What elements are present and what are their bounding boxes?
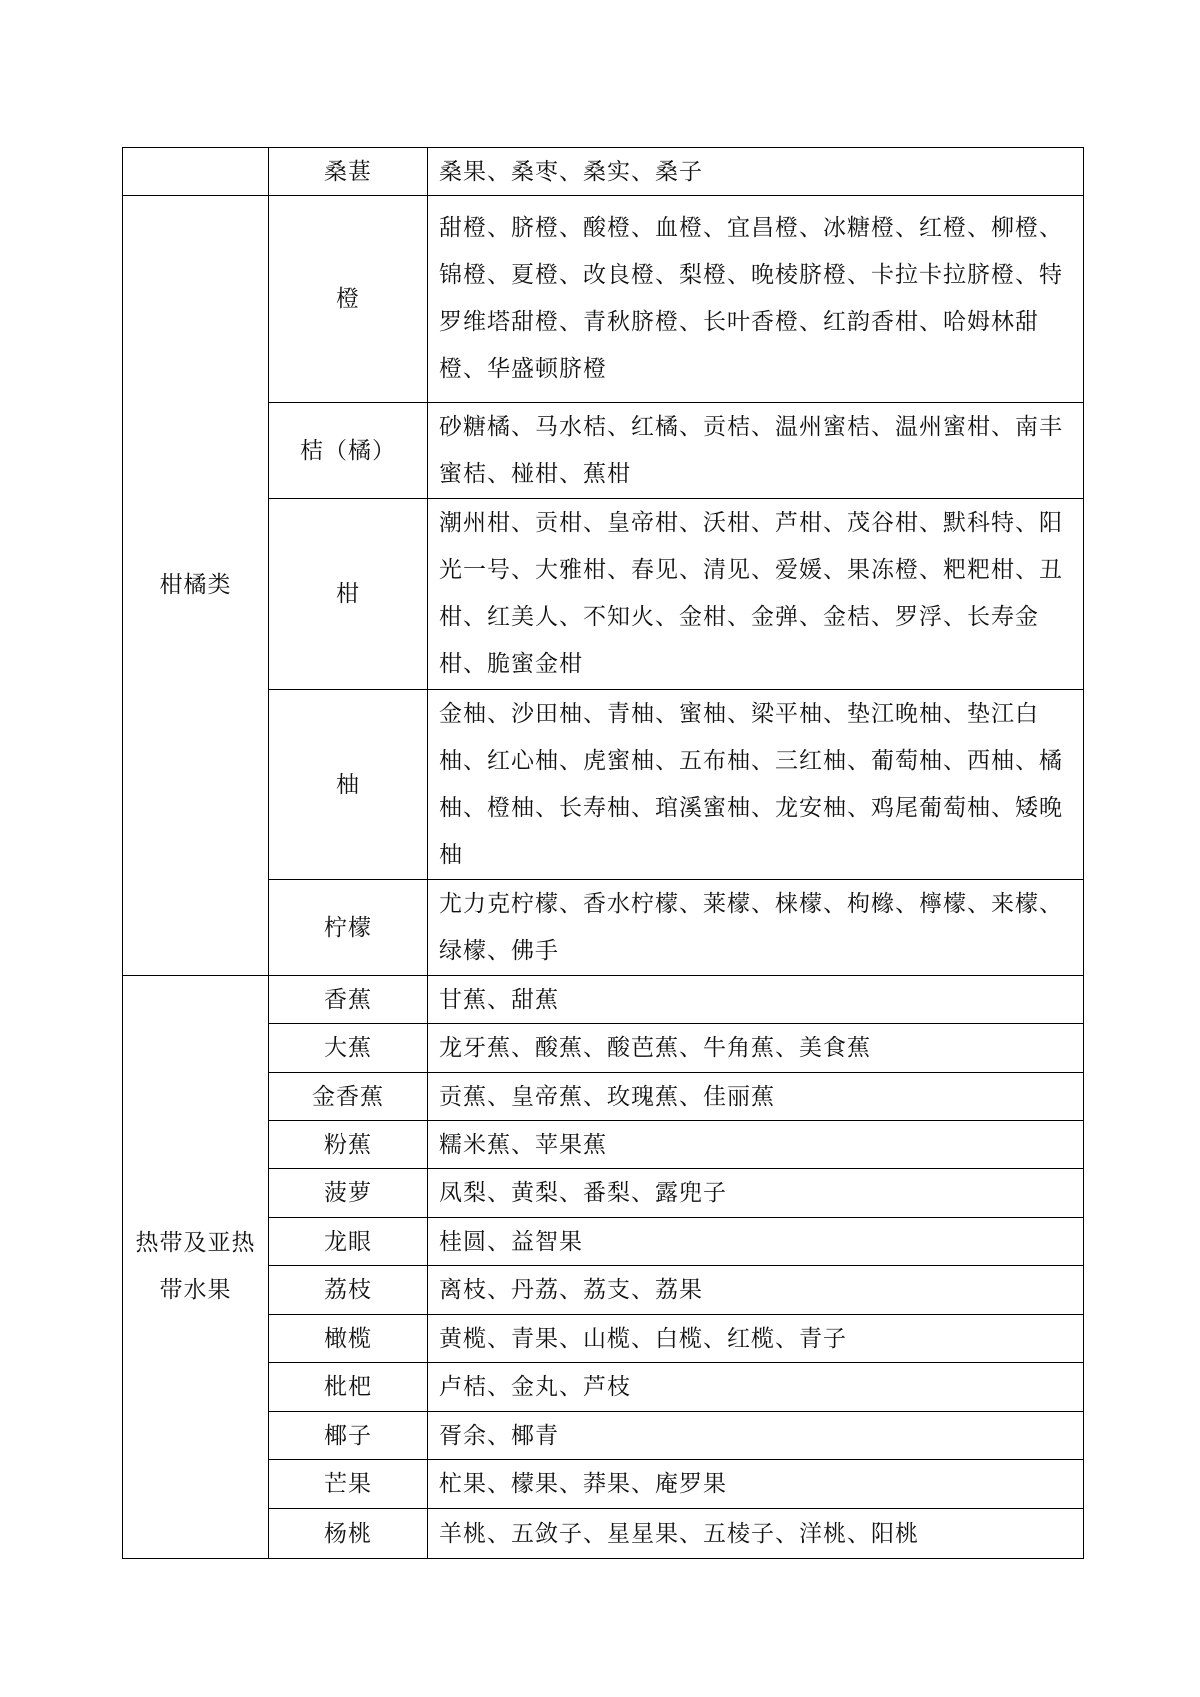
table-row (123, 976, 1084, 1024)
synonym-line: 柚、橙柚、长寿柚、琯溪蜜柚、龙安柚、鸡尾葡萄柚、矮晚 (439, 794, 1063, 821)
synonyms-cell (428, 1412, 1084, 1460)
synonyms-cell (428, 1024, 1084, 1073)
synonym-line: 甘蕉、甜蕉 (439, 986, 559, 1013)
synonym-line: 糯米蕉、苹果蕉 (439, 1131, 607, 1158)
synonym-line: 锦橙、夏橙、改良橙、梨橙、晚棱脐橙、卡拉卡拉脐橙、特 (439, 262, 1063, 288)
synonym-line: 柚 (439, 841, 463, 868)
synonyms-cell (428, 1169, 1084, 1218)
category-label: 带水果 (159, 1277, 232, 1303)
synonym-line: 桑果、桑枣、桑实、桑子 (439, 158, 703, 185)
synonym-line: 贡蕉、皇帝蕉、玫瑰蕉、佳丽蕉 (439, 1083, 775, 1110)
synonym-line: 柑、脆蜜金柑 (439, 651, 583, 677)
synonym-line: 金柚、沙田柚、青柚、蜜柚、梁平柚、垫江晚柚、垫江白 (439, 700, 1039, 727)
synonym-line: 卢桔、金丸、芦枝 (439, 1374, 631, 1400)
fruit-name-cell (269, 1266, 428, 1315)
fruit-name: 大蕉 (324, 1035, 372, 1061)
synonym-line: 桂圆、益智果 (439, 1228, 583, 1255)
fruit-name: 柠檬 (324, 914, 372, 941)
synonyms-cell (428, 690, 1084, 880)
fruit-name: 荔枝 (324, 1277, 372, 1303)
synonym-line: 蜜桔、椪柑、蕉柑 (439, 460, 631, 487)
synonym-line: 柑、红美人、不知火、金柑、金弹、金桔、罗浮、长寿金 (439, 604, 1039, 630)
synonym-line: 罗维塔甜橙、青秋脐橙、长叶香橙、红韵香柑、哈姆林甜 (439, 309, 1039, 335)
synonym-line: 杧果、檬果、莽果、庵罗果 (439, 1471, 727, 1497)
synonyms-cell (428, 1509, 1084, 1559)
fruit-name-cell (269, 1024, 428, 1073)
synonyms-cell (428, 1460, 1084, 1509)
table-row (123, 196, 1084, 403)
fruit-name-cell (269, 148, 428, 196)
synonyms-cell (428, 499, 1084, 690)
synonym-line: 离枝、丹荔、荔支、荔果 (439, 1277, 703, 1303)
fruit-name-cell (269, 976, 428, 1024)
synonyms-cell (428, 976, 1084, 1024)
synonym-line: 龙牙蕉、酸蕉、酸芭蕉、牛角蕉、美食蕉 (439, 1035, 871, 1061)
category-cell (123, 196, 269, 976)
fruit-name-cell (269, 499, 428, 690)
fruit-name-cell (269, 1315, 428, 1363)
fruit-name-cell (269, 1073, 428, 1121)
synonyms-cell (428, 1315, 1084, 1363)
synonyms-cell (428, 1363, 1084, 1412)
fruit-name: 桑葚 (324, 158, 372, 185)
synonyms-cell (428, 1218, 1084, 1266)
fruit-name: 柑 (336, 581, 360, 607)
synonym-line: 黄榄、青果、山榄、白榄、红榄、青子 (439, 1325, 847, 1352)
fruit-name: 菠萝 (324, 1180, 372, 1206)
table-row (123, 148, 1084, 196)
fruit-name-cell (269, 690, 428, 880)
fruit-name-cell (269, 880, 428, 976)
synonyms-cell (428, 880, 1084, 976)
fruit-name: 杨桃 (324, 1520, 372, 1547)
synonyms-cell (428, 1266, 1084, 1315)
category-cell (123, 976, 269, 1559)
synonyms-cell (428, 1121, 1084, 1169)
fruit-name: 椰子 (324, 1422, 372, 1449)
fruit-name: 柚 (336, 771, 360, 798)
synonym-line: 橙、华盛顿脐橙 (439, 356, 607, 382)
synonym-line: 绿檬、佛手 (439, 937, 559, 964)
synonym-line: 胥余、椰青 (439, 1422, 559, 1449)
synonyms-cell (428, 1073, 1084, 1121)
fruit-name-cell (269, 1412, 428, 1460)
synonym-line: 尤力克柠檬、香水柠檬、莱檬、梾檬、枸橼、檸檬、来檬、 (439, 890, 1063, 917)
fruit-name: 桔（橘） (300, 437, 396, 464)
fruit-name-cell (269, 1169, 428, 1218)
synonyms-cell (428, 403, 1084, 499)
category-label: 热带及亚热 (135, 1230, 256, 1256)
synonym-line: 甜橙、脐橙、酸橙、血橙、宜昌橙、冰糖橙、红橙、柳橙、 (439, 215, 1063, 241)
synonyms-cell (428, 196, 1084, 403)
fruit-name-cell (269, 1460, 428, 1509)
fruit-name-cell (269, 1218, 428, 1266)
synonym-line: 光一号、大雅柑、春见、清见、爱媛、果冻橙、粑粑柑、丑 (439, 557, 1063, 583)
synonyms-cell (428, 148, 1084, 196)
fruit-name: 枇杷 (324, 1374, 372, 1400)
fruit-name: 芒果 (324, 1471, 372, 1497)
synonym-line: 砂糖橘、马水桔、红橘、贡桔、温州蜜桔、温州蜜柑、南丰 (439, 413, 1063, 440)
fruit-name: 香蕉 (324, 986, 372, 1013)
synonym-line: 柚、红心柚、虎蜜柚、五布柚、三红柚、葡萄柚、西柚、橘 (439, 747, 1063, 774)
fruit-name: 粉蕉 (324, 1131, 372, 1158)
fruit-name-cell (269, 403, 428, 499)
fruit-name: 橄榄 (324, 1325, 372, 1352)
fruit-name-cell (269, 1363, 428, 1412)
fruit-name-cell (269, 196, 428, 403)
fruit-name-cell (269, 1121, 428, 1169)
synonym-line: 凤梨、黄梨、番梨、露兜子 (439, 1180, 727, 1206)
fruit-name: 龙眼 (324, 1228, 372, 1255)
category-cell-empty (123, 148, 269, 196)
synonym-line: 潮州柑、贡柑、皇帝柑、沃柑、芦柑、茂谷柑、默科特、阳 (439, 510, 1063, 536)
fruit-name: 橙 (336, 286, 360, 312)
category-label: 柑橘类 (159, 572, 232, 598)
fruit-name-cell (269, 1509, 428, 1559)
fruit-alias-table (122, 147, 1084, 1559)
fruit-name: 金香蕉 (312, 1083, 384, 1110)
synonym-line: 羊桃、五敛子、星星果、五棱子、洋桃、阳桃 (439, 1520, 919, 1547)
